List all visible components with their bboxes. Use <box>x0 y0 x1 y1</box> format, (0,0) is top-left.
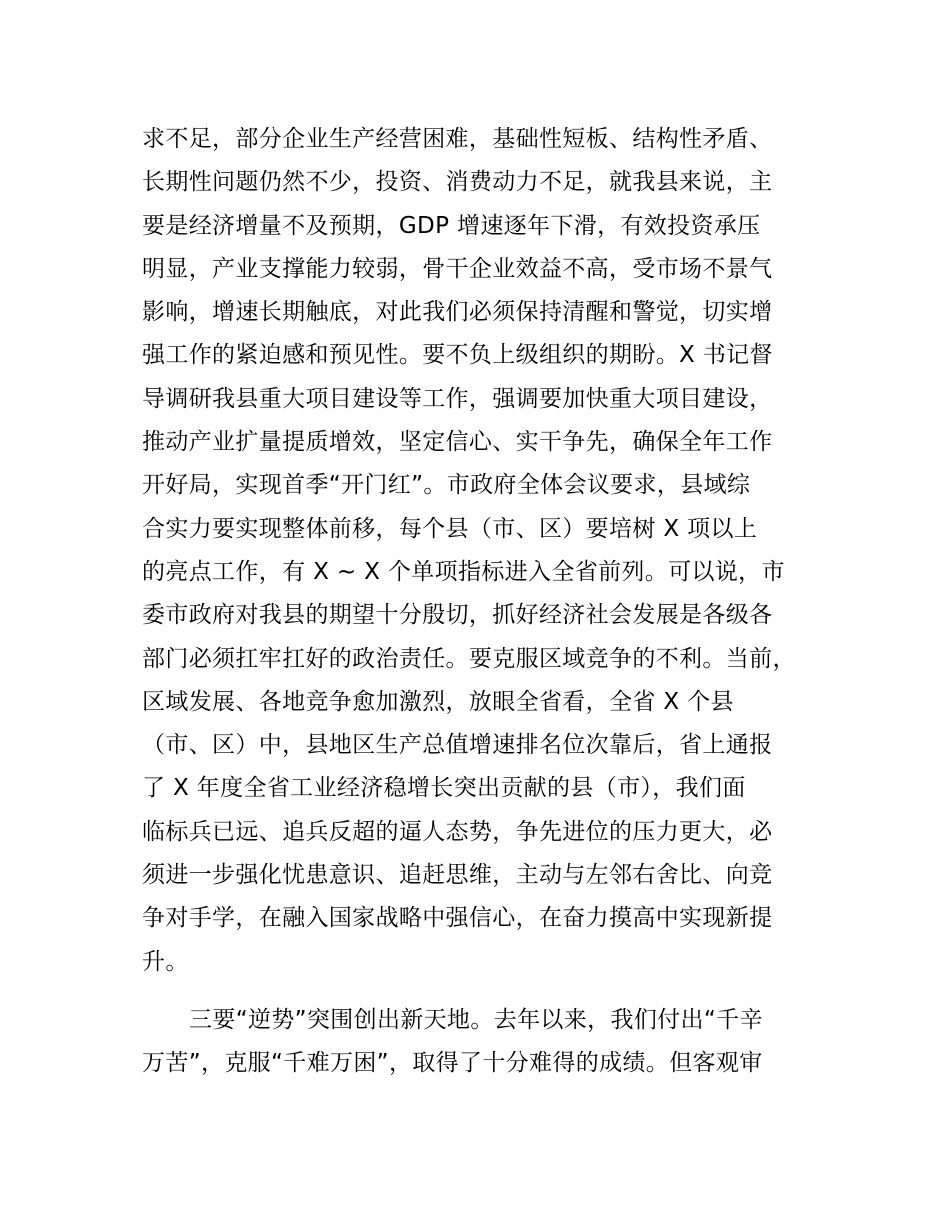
text-line: 强工作的紧迫感和预见性。要不负上级组织的期盼。X 书记督 <box>142 342 773 369</box>
paragraph-2 <box>142 999 842 1086</box>
text-line: 求不足，部分企业生产经营困难，基础性短板、结构性矛盾、 <box>142 126 773 152</box>
paragraph-1 <box>142 118 842 984</box>
text-line: 明显，产业支撑能力较弱，骨干企业效益不高，受市场不景气 <box>142 255 773 282</box>
text-line: 部门必须扛牢扛好的政治责任。要克服区域竞争的不利。当前， <box>142 645 796 672</box>
paragraph-spacer <box>142 984 842 999</box>
text-line: 须进一步强化忧患意识、追赶思维，主动与左邻右舍比、向竞 <box>142 862 773 889</box>
text-line: 了 X 年度全省工业经济稳增长突出贡献的县（市），我们面 <box>142 775 746 802</box>
body-text <box>142 118 842 1086</box>
text-line: 合实力要实现整体前移，每个县（市、区）要培树 X 项以上 <box>142 515 758 542</box>
text-line: 区域发展、各地竞争愈加激烈，放眼全省看，全省 X 个县 <box>142 688 734 715</box>
text-line: 委市政府对我县的期望十分殷切，抓好经济社会发展是各级各 <box>142 602 773 629</box>
text-line: 开好局，实现首季“开门红”。市政府全体会议要求，县域综 <box>142 472 751 499</box>
text-line: 的亮点工作，有 X ~ X 个单项指标进入全省前列。可以说，市 <box>142 558 785 585</box>
text-line: 三要“逆势”突围创出新天地。去年以来，我们付出“千辛 <box>189 1006 763 1033</box>
text-line: 导调研我县重大项目建设等工作，强调要加快重大项目建设， <box>142 385 773 412</box>
text-line: 万苦”，克服“千难万困”，取得了十分难得的成绩。但客观审 <box>142 1050 763 1077</box>
text-line: 临标兵已远、追兵反超的逼人态势，争先进位的压力更大，必 <box>142 818 773 845</box>
text-line: 长期性问题仍然不少，投资、消费动力不足，就我县来说，主 <box>142 169 773 196</box>
text-line: 争对手学，在融入国家战略中强信心，在奋力摸高中实现新提 <box>142 905 773 932</box>
text-line: 要是经济增量不及预期，GDP 增速逐年下滑，有效投资承压 <box>142 212 761 239</box>
text-line: （市、区）中，县地区生产总值增速排名位次靠后，省上通报 <box>142 732 773 759</box>
text-line: 推动产业扩量提质增效，坚定信心、实干争先，确保全年工作 <box>142 429 773 456</box>
text-line: 升。 <box>142 948 189 975</box>
text-line: 影响，增速长期触底，对此我们必须保持清醒和警觉，切实增 <box>142 299 773 326</box>
